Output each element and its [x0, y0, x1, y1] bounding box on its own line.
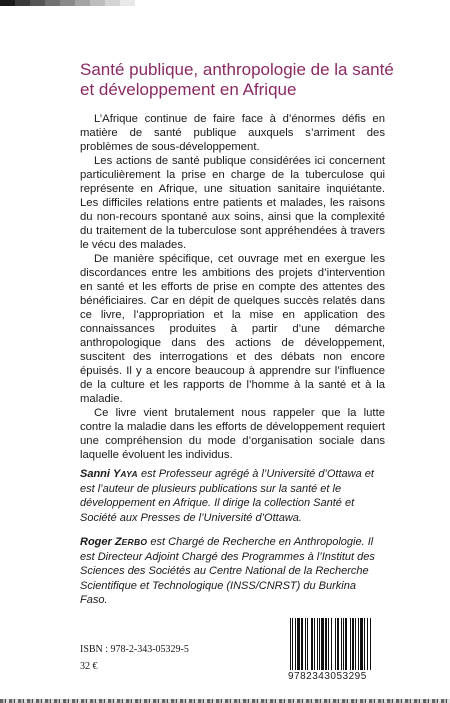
barcode-bar — [358, 618, 359, 670]
barcode-bar — [319, 618, 320, 670]
author-last-name: ZERBO — [114, 536, 148, 548]
paragraph: De manière spécifique, cet ouvrage met en exergue les discordances entre les ambitions des projets d’intervention en santé et les efforts de prise en compte des attentes des bénéficiaires. Car en dépit de quelques succès relatés dans ce livre, l’appropriation et la mise en application des connaissances produites à partir d’une démarche anthropologique dans des actions de développement, suscitent des interrogations et des débats non encore épuisés. Il y a encore beaucoup à apprendre sur l’influence de la culture et les rapports de l’homme à la santé et à la maladie. — [80, 253, 385, 405]
author-first-name: Sanni — [80, 468, 110, 480]
color-swatch — [60, 0, 75, 6]
barcode-bar — [352, 618, 354, 670]
barcode-bar — [321, 618, 324, 670]
barcode-bar — [290, 618, 291, 670]
isbn-label: ISBN : 978-2-343-05329-5 — [80, 644, 189, 655]
barcode-bar — [307, 618, 308, 670]
barcode-bar — [350, 618, 351, 670]
barcode-bar — [314, 618, 315, 670]
barcode-bar — [325, 618, 327, 670]
color-swatch — [105, 0, 120, 6]
barcode-bar — [297, 618, 300, 670]
barcode-bar — [317, 618, 318, 670]
barcode-bar — [301, 618, 303, 670]
author-bio-2 — [80, 535, 385, 608]
color-swatch — [90, 0, 105, 6]
paragraph: Ce livre vient brutalement nous rappeler que la lutte contre la maladie dans les efforts de développement requiert une compréhension du mode d’organisation sociale dans laquelle évoluent les individus. — [80, 407, 385, 461]
author-last-name: YAYA — [113, 468, 138, 480]
barcode-bar — [335, 618, 336, 670]
author-bio-text: est Chargé de Recherche en Anthropologie. Il est Directeur Adjoint Chargé des Programmes à l’Institut des Sciences des Sociétés au Centre National de la Recherche Scientifique et Technologique (INSS/CNRST) du Burkina Faso. — [80, 536, 375, 606]
barcode-bar — [343, 618, 344, 670]
title-line-2: et développement en Afrique — [80, 80, 297, 99]
barcode-bar — [292, 618, 293, 670]
barcode-bar — [370, 618, 371, 670]
barcode-bar — [367, 618, 368, 670]
barcode-bar — [337, 618, 339, 670]
color-swatch — [15, 0, 30, 6]
barcode-bar — [364, 618, 365, 670]
barcode-number: 9782343053295 — [288, 671, 367, 682]
color-calibration-bar — [0, 0, 135, 6]
barcode-bar — [295, 618, 296, 670]
barcode-bars — [288, 618, 376, 670]
barcode — [288, 618, 376, 682]
color-swatch — [120, 0, 135, 6]
barcode-bar — [311, 618, 313, 670]
paragraph: L’Afrique continue de faire face à d’énormes défis en matière de santé publique auxquels s’arriment des problèmes de sous-développement. — [80, 113, 385, 153]
barcode-bar — [341, 618, 342, 670]
price-label: 32 € — [80, 661, 98, 672]
title-line-1: Santé publique, anthropologie de la santé — [80, 60, 394, 79]
book-title — [80, 60, 410, 100]
barcode-bar — [331, 618, 332, 670]
color-swatch — [45, 0, 60, 6]
barcode-bar — [345, 618, 347, 670]
barcode-bar — [360, 618, 363, 670]
barcode-bar — [328, 618, 329, 670]
color-swatch — [75, 0, 90, 6]
barcode-bar — [305, 618, 306, 670]
author-first-name: Roger — [80, 536, 112, 548]
paragraph: Les actions de santé publique considérées ici concernent particulièrement la prise en charge de la tuberculose qui représente en Afrique, une situation sanitaire inquiétante. Les difficiles relations entre patients et malades, les raisons du non-recours spontané aux soins, ainsi que la complexité du traitement de la tuberculose sont appréhendées à travers le vécu des malades. — [80, 155, 385, 251]
barcode-bar — [355, 618, 356, 670]
author-bio-text: est Professeur agrégé à l’Université d’Ottawa et est l’auteur de plusieurs publications sur la santé et le développement en Afrique. Il dirige la collection Santé et Société aux Presses de l’Université d’Ottawa. — [80, 468, 374, 524]
color-swatch — [0, 0, 15, 6]
color-swatch — [30, 0, 45, 6]
back-cover-blurb — [80, 112, 385, 462]
print-registration-strip — [0, 699, 450, 703]
author-bio-1 — [80, 467, 385, 525]
